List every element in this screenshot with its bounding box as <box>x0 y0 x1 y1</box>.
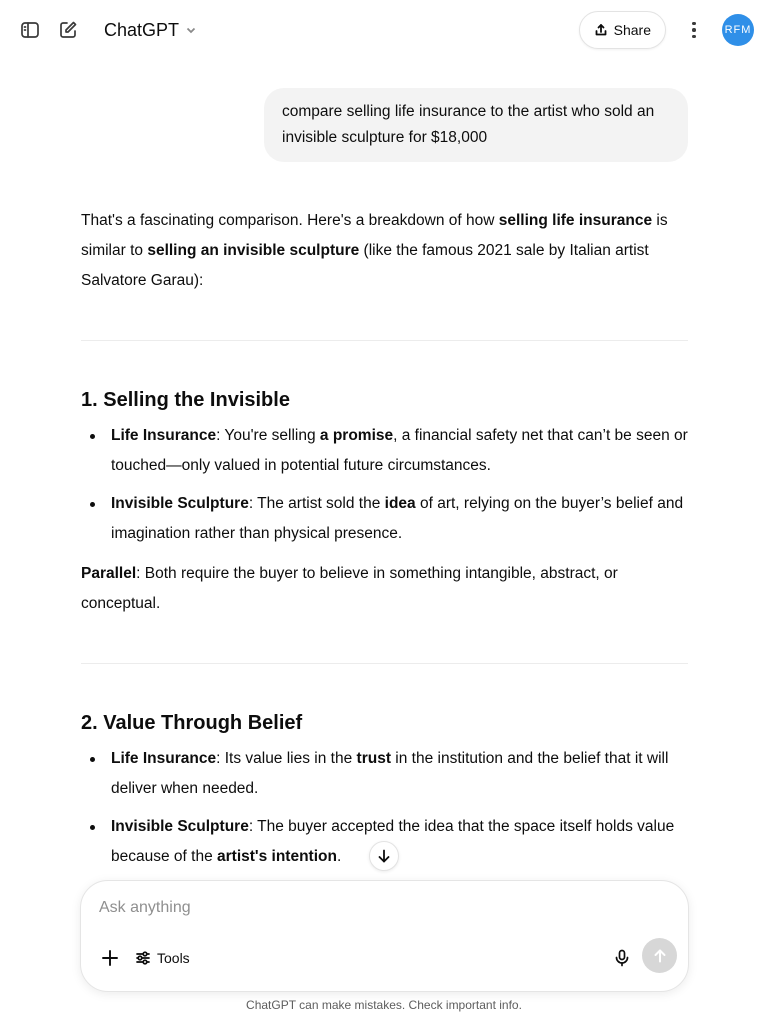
bullet-text: : You're selling <box>216 427 320 444</box>
tools-button[interactable] <box>135 945 190 971</box>
parallel-label: Parallel <box>81 565 137 582</box>
sidebar-toggle-icon <box>20 20 40 40</box>
bullet-text: . <box>336 848 342 865</box>
bullet-text: : The buyer accepted the idea that the space itself holds value because of the <box>111 818 675 865</box>
bullet-bold: idea <box>384 495 416 512</box>
share-label: Share <box>613 22 651 38</box>
bullet-text: of art, relying on the buyer’s belief and imagination rather than physical presence. <box>111 495 684 542</box>
bullet-list <box>81 421 688 549</box>
bullet-lead: Life Insurance <box>111 427 217 444</box>
bullet-lead: Invisible Sculpture <box>111 818 249 835</box>
share-icon <box>594 23 608 37</box>
list-item <box>81 744 688 804</box>
model-switcher[interactable] <box>98 16 203 45</box>
list-item <box>81 421 688 481</box>
send-arrow-icon <box>652 948 668 964</box>
intro-bold-1: selling life insurance <box>498 212 653 229</box>
bullet-text: : Its value lies in the <box>216 750 357 767</box>
section-title: 1. Selling the Invisible <box>81 389 290 411</box>
prompt-input[interactable] <box>99 899 599 917</box>
list-item <box>81 489 688 549</box>
parallel-paragraph <box>81 559 688 619</box>
bullet-bold: a promise <box>319 427 394 444</box>
divider <box>81 663 688 664</box>
bullet-lead: Life Insurance <box>111 750 217 767</box>
intro-text-2: is similar to <box>81 212 668 259</box>
avatar[interactable]: RFM <box>722 14 754 46</box>
dictate-button[interactable] <box>609 945 635 971</box>
section-title: 2. Value Through Belief <box>81 712 303 734</box>
scroll-to-bottom-button[interactable] <box>369 841 399 871</box>
chevron-down-icon <box>185 24 197 36</box>
new-chat-button[interactable] <box>52 14 84 46</box>
bullet-bold: trust <box>356 750 391 767</box>
top-bar <box>0 0 768 60</box>
tools-label: Tools <box>157 950 190 966</box>
bullet-text: in the institution and the belief that it will deliver when needed. <box>111 750 669 797</box>
more-options-icon[interactable] <box>684 15 704 45</box>
parallel-text: : Both require the buyer to believe in something intangible, abstract, or conceptual. <box>81 565 618 612</box>
attach-button[interactable] <box>97 945 123 971</box>
header-actions <box>579 11 754 49</box>
divider <box>81 340 688 341</box>
sidebar-toggle-button[interactable] <box>14 14 46 46</box>
tools-icon <box>135 950 151 966</box>
bullet-text: , a financial safety net that can’t be seen or touched—only valued in potential future circumstances. <box>111 427 688 474</box>
arrow-down-icon <box>376 848 392 864</box>
intro-text-1: That's a fascinating comparison. Here's a breakdown of how <box>81 212 499 229</box>
user-message-bubble: compare selling life insurance to the artist who sold an invisible sculpture for $18,000 <box>264 88 688 162</box>
share-button[interactable] <box>579 11 666 49</box>
intro-bold-2: selling an invisible sculpture <box>147 242 360 259</box>
microphone-icon <box>613 949 631 967</box>
model-name: ChatGPT <box>104 19 180 40</box>
assistant-message <box>81 206 688 882</box>
composer <box>80 880 689 992</box>
intro-paragraph <box>81 206 688 296</box>
plus-icon <box>101 949 119 967</box>
intro-text-3: (like the famous 2021 sale by Italian artist Salvatore Garau): <box>81 242 649 289</box>
new-chat-icon <box>58 20 78 40</box>
bullet-lead: Invisible Sculpture <box>111 495 249 512</box>
disclaimer: ChatGPT can make mistakes. Check important info. <box>246 998 522 1012</box>
bullet-bold: artist's intention <box>217 848 337 865</box>
bullet-text: : The artist sold the <box>248 495 385 512</box>
send-button[interactable] <box>642 938 677 973</box>
